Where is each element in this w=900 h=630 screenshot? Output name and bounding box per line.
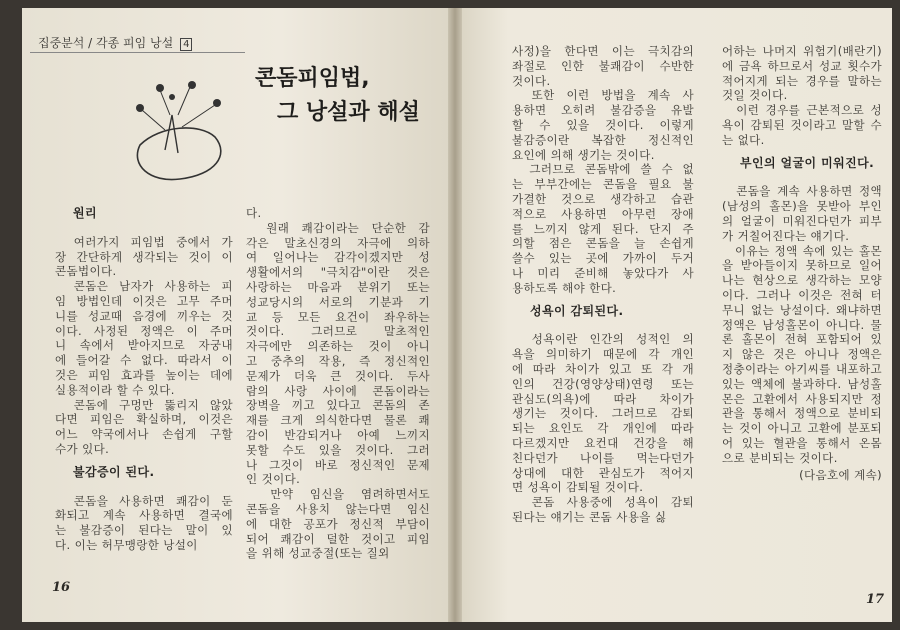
series-number: 4 [180, 38, 192, 51]
text-line: 콘돔을 사용하면 쾌감이 둔 [55, 493, 233, 508]
header-rule [30, 52, 245, 53]
text-line: 화되고 계속 사용하면 결국에 [55, 508, 233, 523]
text-column-3 [512, 44, 694, 525]
text-line: 무니 없는 낭설이다. 왜냐하면 [722, 302, 882, 317]
text-line: 불감증이란 복잡한 정신적인 [512, 132, 694, 147]
subheading: 부인의 얼굴이 미워진다. [740, 155, 875, 170]
text-line: 만약 임신을 염려하면서도 [246, 487, 430, 502]
text-line: 는 것이 아니고 고환에 분포되 [722, 421, 882, 436]
text-line: 임 방법인데 이것은 고무 주머 [55, 293, 233, 308]
text-line: 어하는 나머지 위험기(배란기) [722, 44, 882, 58]
text-line: 실용적이라 할 수 있다. [55, 382, 175, 397]
cartoon-illustration [120, 75, 240, 185]
page-number-left: 16 [52, 580, 71, 595]
text-line: 있는 액체에 불과하다. 남성홀 [722, 376, 882, 391]
text-line: 어 있는 혈관을 통해서 온몸 [722, 435, 882, 450]
article-title [255, 62, 420, 130]
paragraph [55, 398, 233, 457]
paragraph [722, 244, 882, 466]
text-line: 되는 요인도 각 개인에 따라 [512, 421, 694, 436]
text-line: 인 것이다. [246, 472, 301, 487]
text-line: 성욕이란 인간의 성적인 의 [512, 332, 694, 347]
text-line: 니 속에서 받아지므로 자궁내 [55, 338, 233, 353]
text-line: 것이다. [512, 73, 551, 88]
text-line: (남성의 홀몬)을 못받아 부인 [722, 199, 882, 214]
text-line: 관심도(의욕)에 따라 차이가 [512, 391, 694, 406]
text-line: 적으로 사용하면 아무런 장애 [512, 206, 694, 221]
text-line: 감이 반감되거나 아예 느끼지 [246, 427, 430, 442]
text-line: 는 없다. [722, 132, 765, 147]
text-line: 재를 크게 의식한다면 물론 쾌 [246, 413, 430, 428]
text-line: 장벽을 끼고 있다고 콘돔의 존 [246, 398, 430, 413]
text-line: 용하면 오히려 불감증을 유발 [512, 103, 694, 118]
text-line: 원래 쾌감이라는 단순한 감 [246, 220, 430, 235]
paragraph [55, 235, 233, 279]
text-line: 의할 점은 콘돔을 늘 손쉽게 [512, 236, 694, 251]
text-line: 는 불감증이 된다는 말이 있 [55, 523, 233, 538]
text-line: 각은 말초신경의 자극에 의하 [246, 235, 430, 250]
text-line: 이다. 사정된 정액은 이 주머 [55, 323, 233, 338]
title-line-2: 그 낭설과 해설 [277, 100, 420, 125]
text-line: 람의 사랑 사이에 콘돔이라는 [246, 383, 430, 398]
text-line: 정충이라는 아기씨를 내포하고 [722, 361, 882, 376]
text-line: 는 부부간에는 콘돔을 필요 불 [512, 177, 694, 192]
text-line: 사정)을 한다면 이는 극치감의 [512, 44, 694, 58]
text-line: 적어지게 되는 경우를 말하는 [722, 73, 882, 88]
text-line: 것일 것이다. [722, 88, 788, 103]
text-line: 콘돔은 남자가 사용하는 피 [55, 279, 233, 294]
text-line: 다면 피임은 확실하며, 이것은 [55, 412, 233, 427]
text-line: 성교당시의 서로의 기분과 기 [246, 294, 430, 309]
paragraph [512, 332, 694, 495]
paragraph [512, 162, 694, 295]
text-line: 콘돔 사용중에 성욕이 감퇴 [512, 495, 694, 510]
text-line: 좌절로 인한 불쾌감이 수반한 [512, 58, 694, 73]
text-line: 을 위해 성교중절(또는 질외 [246, 546, 390, 561]
text-line: 요인에 의해 생기는 것이다. [512, 147, 655, 162]
paragraph [722, 184, 882, 243]
text-line: 콘돔법이다. [55, 264, 117, 279]
text-line: 욕이 감퇴된 것이라고 말할 수 [722, 117, 882, 132]
paragraph [55, 494, 233, 553]
paragraph [246, 206, 430, 221]
text-line: 을 받아들이지 못하므로 일어 [722, 258, 882, 273]
text-line: 이유는 정액 속에 있는 홀몬 [722, 243, 882, 258]
text-line: 할 수 있을 것이다. 이렇게 [512, 117, 694, 132]
paragraph [55, 279, 233, 397]
subheading: 불감증이 된다. [73, 464, 155, 479]
text-line: 사랑하는 마음과 분위기 또는 [246, 279, 430, 294]
text-line: 이다. 그러나 이것은 전혀 터 [722, 287, 882, 302]
text-line: 이런 경우를 근본적으로 성 [722, 103, 882, 118]
text-line: 론 홀몬이 전혀 포함되어 있 [722, 332, 882, 347]
text-line: 고 중추의 작용, 즉 정신적인 [246, 353, 430, 368]
text-line: 된다는 얘기는 콘돔 사용을 싫 [512, 509, 667, 524]
text-line: 친다던가 나이를 먹는다던가 [512, 450, 694, 465]
paragraph [512, 495, 694, 525]
paragraph [722, 44, 882, 103]
text-line: 되어 쾌감이 덜한 것이고 피임 [246, 531, 430, 546]
page-gutter [448, 8, 462, 622]
text-line: 지 않은 것은 아니나 정액은 [722, 347, 882, 362]
text-line: 수가 있다. [55, 441, 110, 456]
paragraph [246, 221, 430, 487]
text-line: 에 들어갈 수 없다. 따라서 이 [55, 353, 233, 368]
text-line: 니를 성교때 음경에 끼우는 것 [55, 308, 233, 323]
text-line: 콘돔을 사용치 않는다면 임신 [246, 501, 430, 516]
text-line: 또한 이런 방법을 계속 사 [512, 88, 694, 103]
subheading: 원리 [73, 206, 97, 220]
text-column-4 [722, 44, 882, 482]
text-line: 그러므로 콘돔밖에 쓸 수 없 [512, 162, 694, 177]
text-line: 교 등 모든 요건이 좌우하는 [246, 309, 430, 324]
running-header [38, 34, 192, 51]
text-line: 으로 분비되는 것이다. [722, 450, 838, 465]
text-line: 관을 통해서 정액으로 분비되 [722, 406, 882, 421]
text-line: 에 따라 차이가 있고 또 각 개 [512, 361, 694, 376]
text-line: 면 성욕이 감퇴될 것이다. [512, 480, 644, 495]
text-line: 정액은 남성홀몬이 아니다. 물 [722, 317, 882, 332]
text-line: 것이다. 그러므로 말초적인 [246, 324, 430, 339]
text-line: 쓸수 있는 곳에 가까이 두거 [512, 251, 694, 266]
text-line: 욕을 의미하기 때문에 각 개인 [512, 347, 694, 362]
continued-note: (다음호에 계속) [799, 467, 882, 482]
text-line: 어느 약국에서나 손쉽게 구할 [55, 427, 233, 442]
text-line: 것은 피임 효과를 높이는 데에 [55, 367, 233, 382]
text-line: 자극에만 의존하는 것이 아니 [246, 339, 430, 354]
text-line: 가결한 것으로 생각하고 습관 [512, 191, 694, 206]
text-line: 다르겠지만 요컨대 건강을 해 [512, 435, 694, 450]
text-line: 문제가 더욱 큰 것이다. 두사 [246, 368, 430, 383]
text-line: 용하도록 해야 한다. [512, 280, 617, 295]
text-line: 콘돔에 구멍만 뚫리지 않았 [55, 397, 233, 412]
title-line-1: 콘돔피임법, [255, 66, 370, 91]
text-line: 를 느끼지 않게 된다. 단지 주 [512, 221, 694, 236]
text-line: 생기는 것이다. 그러므로 감퇴 [512, 406, 694, 421]
text-line: 몬은 고환에서 사용되지만 정 [722, 391, 882, 406]
text-line: 의 얼굴이 미워진다던가 피부 [722, 213, 882, 228]
text-line: 나는 현상으로 생각하는 모양 [722, 273, 882, 288]
text-line: 다. 이는 허무맹랑한 낭설이 [55, 537, 198, 552]
text-line: 나 미리 준비해 놓았다가 사 [512, 265, 694, 280]
paragraph [512, 88, 694, 162]
section-label: 집중분석 / 각종 피임 낭설 [38, 36, 174, 50]
paragraph [722, 103, 882, 147]
text-column-1 [55, 198, 233, 553]
text-line: 에 대한 공포가 정신적 부담이 [246, 516, 430, 531]
text-line: 인의 건강(영양상태)연령 또는 [512, 376, 694, 391]
subheading: 성욕이 감퇴된다. [530, 303, 624, 318]
text-line: 못할 수도 있을 것이다. 그러 [246, 442, 430, 457]
text-line: 가 거칠어진다는 얘기다. [722, 228, 850, 243]
text-line: 다. [246, 206, 262, 220]
text-line: 상대에 대한 관심도가 적어지 [512, 465, 694, 480]
text-line: 에 금욕 하므로서 성교 횟수가 [722, 58, 882, 73]
text-column-2 [246, 206, 430, 561]
page-number-right: 17 [866, 592, 885, 607]
text-line: 여 일어나는 감각이겠지만 성 [246, 250, 430, 265]
paragraph [512, 44, 694, 88]
text-line: 장 간단하게 생각되는 것이 이 [55, 249, 233, 264]
text-line: 콘돔을 계속 사용하면 정액 [722, 184, 882, 199]
text-line: 여러가지 피임법 중에서 가 [55, 234, 233, 249]
text-line: 생활에서의 "극치감"이란 것은 [246, 265, 430, 280]
paragraph [246, 487, 430, 561]
text-line: 나 그것이 바로 정신적인 문제 [246, 457, 430, 472]
